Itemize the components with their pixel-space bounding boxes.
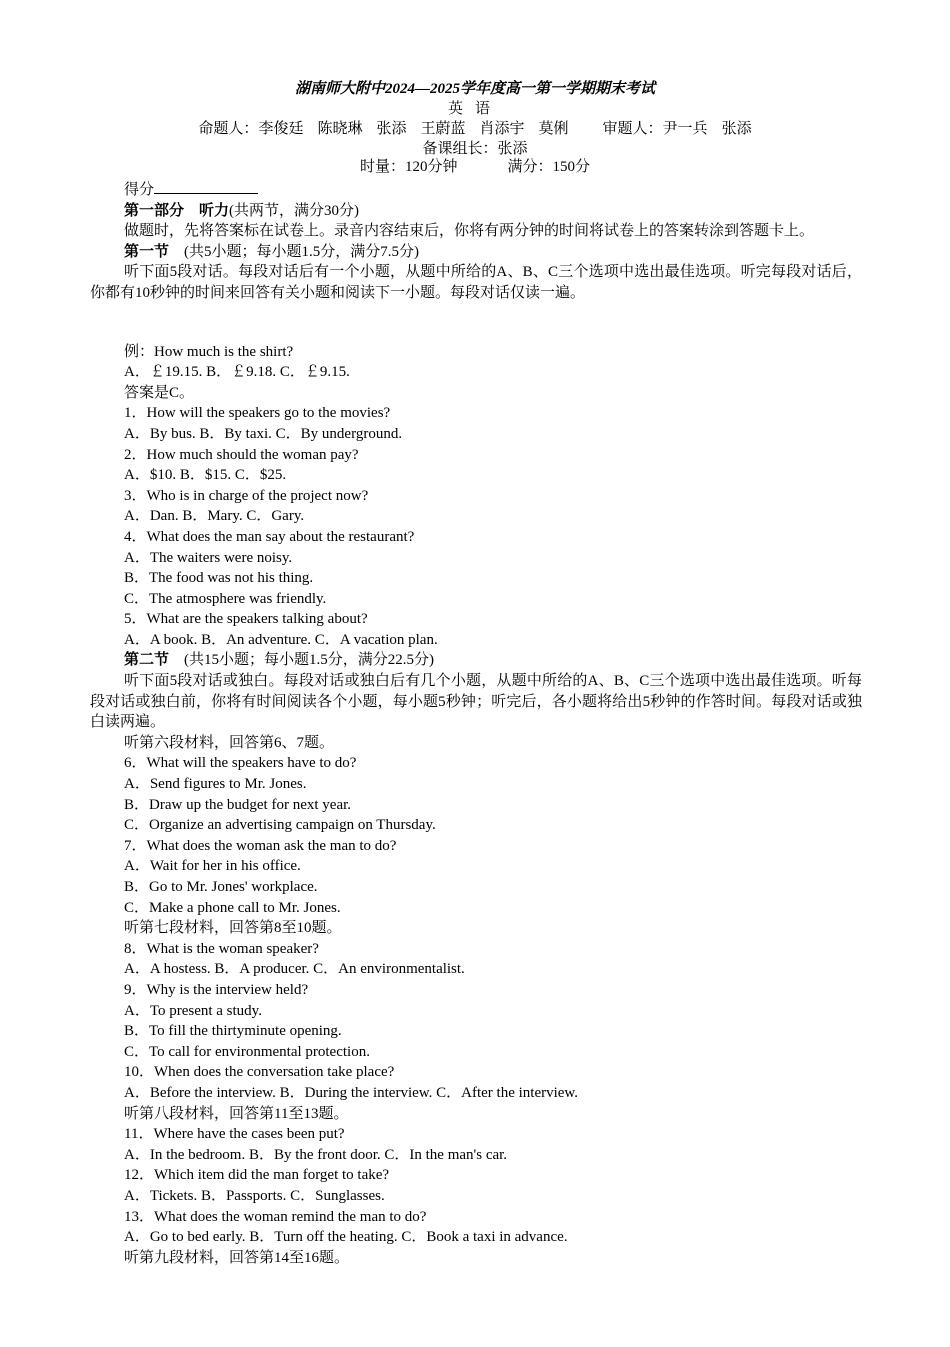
question-line: A．Go to bed early. B．Turn off the heating. C．Book a taxi in advance. bbox=[124, 1229, 568, 1246]
question-line: 答案是C。 bbox=[124, 384, 195, 401]
question-line: A．Wait for her in his office. bbox=[124, 858, 301, 875]
exam-content bbox=[90, 178, 862, 1268]
question-line: 1．How will the speakers go to the movies? bbox=[124, 405, 391, 422]
section2-instruction: 听下面5段对话或独白。每段对话或独白后有几个小题，从题中所给的A、B、C三个选项中选出最佳选项。听每段对话或独白前，你将有时间阅读各个小题，每小题5秒钟；听完后，各小题将给出5秒钟的作答时间。每段对话或独白读两遍。 bbox=[90, 673, 862, 731]
proposer-name: 王蔚蓝 bbox=[420, 120, 466, 137]
question-line: 听第七段材料，回答第8至10题。 bbox=[124, 920, 342, 937]
question-line: C．Organize an advertising campaign on Thursday. bbox=[124, 817, 436, 834]
proposer-name: 张添 bbox=[376, 120, 407, 137]
section1-instruction: 听下面5段对话。每段对话后有一个小题，从题中所给的A、B、C三个选项中选出最佳选项。听完每段对话后，你都有10秒钟的时间来回答有关小题和阅读下一小题。每段对话仅读一遍。 bbox=[90, 264, 862, 301]
question-line: A．In the bedroom. B．By the front door. C．In the man's car. bbox=[124, 1146, 508, 1163]
question-line: A．Send figures to Mr. Jones. bbox=[124, 776, 307, 793]
question-line: A．A book. B．An adventure. C．A vacation plan. bbox=[124, 631, 438, 648]
group-leader: 备课组长：张添 bbox=[422, 139, 528, 157]
proposer-name: 李俊廷 bbox=[258, 120, 304, 137]
score-field bbox=[90, 178, 862, 201]
question-line: A．Dan. B．Mary. C．Gary. bbox=[124, 508, 305, 525]
question-line: C．To call for environmental protection. bbox=[124, 1043, 370, 1060]
question-line: 12．Which item did the man forget to take? bbox=[124, 1167, 390, 1184]
section1-note: (共5小题；每小题1.5分，满分7.5分) bbox=[169, 243, 420, 260]
question-line: C．The atmosphere was friendly. bbox=[124, 590, 327, 607]
exam-time-score bbox=[0, 158, 950, 178]
question-line: A．A hostess. B．A producer. C．An environmentalist. bbox=[124, 961, 465, 978]
question-line: 例：How much is the shirt? bbox=[124, 343, 294, 360]
exam-time: 时量：120分钟 bbox=[359, 159, 458, 175]
question-line: B．The food was not his thing. bbox=[124, 570, 314, 587]
proposer-name: 陈晓琳 bbox=[317, 120, 363, 137]
question-line: 2．How much should the woman pay? bbox=[124, 446, 359, 463]
question-line: B．Go to Mr. Jones' workplace. bbox=[124, 879, 318, 895]
section1-questions bbox=[90, 342, 862, 651]
question-line: A．The waiters were noisy. bbox=[124, 549, 293, 566]
proposer-name: 肖添宇 bbox=[479, 120, 525, 137]
question-line: A．By bus. B．By taxi. C．By underground. bbox=[124, 425, 403, 442]
reviewer-name: 尹一兵 bbox=[662, 120, 708, 137]
reviewers-label: 审题人： bbox=[602, 120, 663, 137]
question-line: 听第九段材料，回答第14至16题。 bbox=[124, 1249, 350, 1266]
question-line: 5．What are the speakers talking about? bbox=[124, 611, 368, 628]
section1-title: 第一节 bbox=[124, 243, 170, 260]
score-label: 得分 bbox=[124, 182, 155, 198]
exam-subject: 英语 bbox=[447, 100, 502, 117]
reviewer-name: 张添 bbox=[721, 120, 752, 137]
question-line: 3．Who is in charge of the project now? bbox=[124, 487, 369, 504]
exam-authors bbox=[0, 119, 950, 139]
question-line: A．Tickets. B．Passports. C．Sunglasses. bbox=[124, 1187, 385, 1204]
section2-title: 第二节 bbox=[124, 652, 170, 669]
question-line: B．Draw up the budget for next year. bbox=[124, 796, 352, 813]
question-line: 9．Why is the interview held? bbox=[124, 981, 309, 998]
question-line: 6．What will the speakers have to do? bbox=[124, 755, 357, 772]
question-line: B．To fill the thirtyminute opening. bbox=[124, 1023, 342, 1040]
section2-heading bbox=[90, 650, 862, 671]
section1-heading bbox=[90, 242, 862, 263]
question-line: 8．What is the woman speaker? bbox=[124, 940, 319, 957]
question-line: A．Before the interview. B．During the interview. C．After the interview. bbox=[124, 1084, 579, 1101]
score-blank[interactable] bbox=[154, 178, 258, 194]
exam-title: 湖南师大附中2024—2025学年度高一第一学期期末考试 bbox=[294, 81, 655, 97]
exam-full-score: 满分：150分 bbox=[507, 159, 591, 175]
part1-note: (共两节，满分30分) bbox=[229, 202, 360, 219]
part1-instruction: 做题时，先将答案标在试卷上。录音内容结束后，你将有两分钟的时间将试卷上的答案转涂到答题卡上。 bbox=[124, 223, 815, 240]
question-line: 13．What does the woman remind the man to do? bbox=[124, 1208, 427, 1225]
question-line: 4．What does the man say about the restaurant? bbox=[124, 528, 415, 545]
proposer-name: 莫俐 bbox=[538, 120, 569, 137]
question-line: 7．What does the woman ask the man to do? bbox=[124, 837, 397, 854]
question-line: 10．When does the conversation take place? bbox=[124, 1064, 395, 1081]
question-line: C．Make a phone call to Mr. Jones. bbox=[124, 899, 341, 916]
question-line: 听第八段材料，回答第11至13题。 bbox=[124, 1105, 349, 1122]
question-line: A．To present a study. bbox=[124, 1002, 262, 1019]
question-line: 11．Where have the cases been put? bbox=[124, 1126, 345, 1143]
section2-questions bbox=[90, 733, 862, 1268]
proposers-label: 命题人： bbox=[198, 120, 259, 137]
part1-heading bbox=[90, 201, 862, 222]
part1-title: 第一部分 听力 bbox=[124, 202, 230, 219]
section2-note: (共15小题；每小题1.5分，满分22.5分) bbox=[169, 652, 435, 669]
question-line: A．$10. B．$15. C．$25. bbox=[124, 467, 287, 484]
question-line: A．￡19.15. B．￡9.18. C．￡9.15. bbox=[124, 364, 350, 381]
question-line: 听第六段材料，回答第6、7题。 bbox=[124, 734, 335, 751]
